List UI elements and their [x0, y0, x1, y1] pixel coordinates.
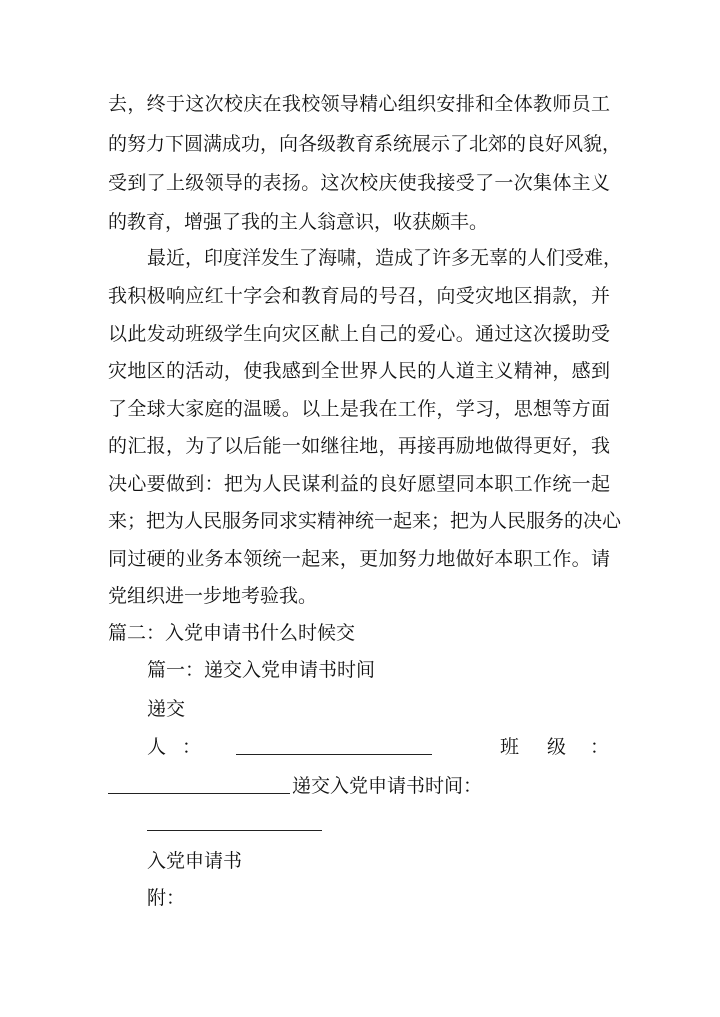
section-title: 篇二：入党申请书什么时候交: [108, 622, 356, 644]
section-subtitle: 篇一：递交入党申请书时间: [147, 659, 376, 681]
attachment-label: 附：: [147, 887, 186, 909]
paragraph2-line-10: 党组织进一步地考验我。: [108, 585, 318, 607]
person-name-blank: [236, 754, 432, 755]
paragraph1-line-1: 去，终于这次校庆在我校领导精心组织安排和全体教师员工: [108, 93, 610, 115]
class-colon: ：: [590, 736, 610, 758]
paragraph1-line-3: 受到了上级领导的表扬。这次校庆使我接受了一次集体主义: [108, 172, 610, 194]
paragraph2-line-6: 的汇报，为了以后能一如继往地，再接再励地做得更好，我: [108, 435, 610, 457]
paragraph1-line-2: 的努力下圆满成功，向各级教育系统展示了北郊的良好风貌，: [108, 133, 622, 155]
paragraph2-line-1: 最近，印度洋发生了海啸，造成了许多无辜的人们受难，: [147, 247, 623, 269]
document-title: 入党申请书: [147, 850, 243, 872]
paragraph2-line-5: 了全球大家庭的温暖。以上是我在工作，学习，思想等方面: [108, 398, 610, 420]
paragraph2-line-8: 来；把为人民服务同求实精神统一起来；把为人民服务的决心: [108, 510, 622, 532]
person-colon: ：: [182, 736, 202, 758]
class-label-char-2: 级: [547, 736, 567, 758]
class-blank: [108, 793, 290, 794]
paragraph1-line-4: 的教育，增强了我的主人翁意识，收获颇丰。: [108, 211, 489, 233]
paragraph2-line-7: 决心要做到：把为人民谋利益的良好愿望同本职工作统一起: [108, 473, 610, 495]
submit-time-label: 递交入党申请书时间：: [292, 775, 483, 797]
submit-time-blank: [147, 830, 322, 831]
person-label: 人: [147, 736, 167, 758]
paragraph2-line-3: 以此发动班级学生向灾区献上自己的爱心。通过这次援助受: [108, 323, 610, 345]
paragraph2-line-9: 同过硬的业务本领统一起来，更加努力地做好本职工作。请: [108, 548, 610, 570]
paragraph2-line-2: 我积极响应红十字会和教育局的号召，向受灾地区捐款，并: [108, 285, 610, 307]
paragraph2-line-4: 灾地区的活动，使我感到全世界人民的人道主义精神，感到: [108, 360, 610, 382]
submit-label: 递交: [147, 698, 186, 720]
class-label-char-1: 班: [500, 736, 520, 758]
